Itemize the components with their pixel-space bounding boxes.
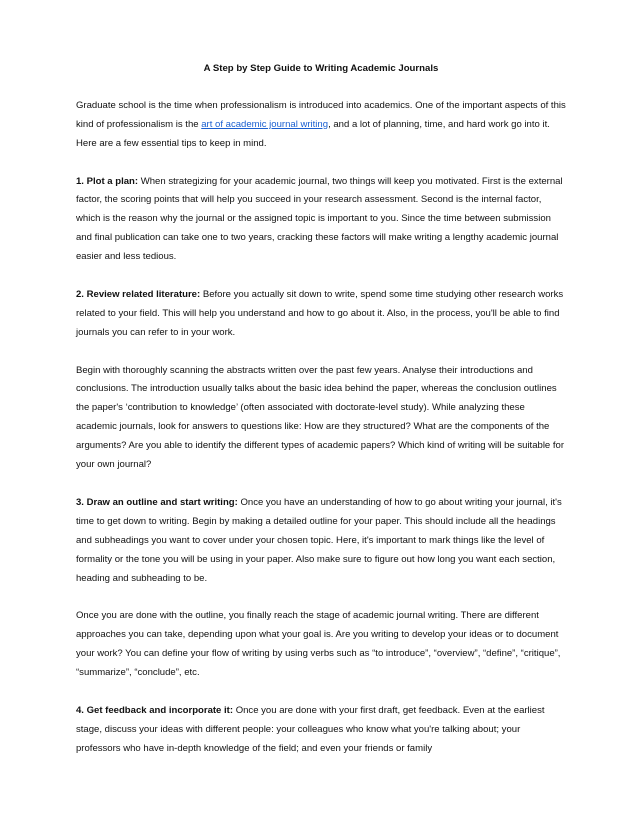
- tip-3-paragraph: [76, 494, 566, 589]
- tip-3-followup-paragraph: Once you are done with the outline, you finally reach the stage of academic journal writing. There are different approaches you can take, depending upon what your goal is. Are you writing to develop your ideas or to document your work? You can define your flow of writing by using verbs such as “to introduce”, “overview”, “define”, “critique”, “summarize”, “conclude”, etc.: [76, 610, 561, 679]
- tip-4-heading: 4. Get feedback and incorporate it:: [76, 704, 234, 716]
- tip-4-text: Once you are done with your first draft, get feedback. Even at the earliest stage, discuss your ideas with different people: your colleagues who know what you're talking about; your professors who have in-depth knowledge of the field; and even your friends or family: [76, 704, 545, 754]
- intro-text-after-link: , and a lot of planning, time, and hard work go into it. Here are a few essential tips to keep in mind.: [76, 118, 550, 149]
- tip-2-followup-paragraph: Begin with thoroughly scanning the abstracts written over the past few years. Analyse their introductions and conclusions. The introduction usually talks about the basic idea behind the paper, whereas the conclusion outlines the paper's ‘contribution to knowledge’ (often associated with doctorate-level study). While analyzing these academic journals, look for answers to questions like: How are they structured? What are the components of the arguments? Are you able to identify the different types of academic papers? Which kind of writing will be suitable for your own journal?: [76, 364, 565, 471]
- intro-paragraph: [76, 97, 566, 154]
- document-body: [76, 60, 566, 777]
- intro-text-before-link: Graduate school is the time when professionalism is introduced into academics. One of the important aspects of this kind of professionalism is the: [76, 99, 566, 130]
- tip-1-heading: 1. Plot a plan:: [76, 175, 139, 187]
- tip-3-text: Once you have an understanding of how to go about writing your journal, it's time to get down to writing. Begin by making a detailed outline for your paper. This should include all the headings and subheadings you want to cover under your chosen topic. Here, it's important to mark things like the level of formality or the tone you will be using in your paper. Also make sure to figure out how long you want each section, heading and subheading to be.: [76, 496, 562, 584]
- tip-3-heading: 3. Draw an outline and start writing:: [76, 496, 238, 508]
- tip-4-paragraph: [76, 702, 566, 759]
- academic-journal-writing-link[interactable]: art of academic journal writing: [201, 118, 329, 130]
- document-title: A Step by Step Guide to Writing Academic Journals: [203, 63, 439, 74]
- tip-1-text: When strategizing for your academic journal, two things will keep you motivated. First is the external factor, the scoring points that will help you succeed in your research assessment. Second is the internal factor, which is the reason why the journal or the assigned topic is important to you. Since the time between submission and final publication can take one to two years, cracking these factors will make writing a lengthy academic journal easier and less tedious.: [76, 175, 563, 263]
- tip-2-text: Before you actually sit down to write, spend some time studying other research works related to your field. This will help you understand and how to go about it. Also, in the process, you'll be able to find journals you can refer to in your work.: [76, 288, 564, 338]
- tip-2-paragraph: [76, 286, 566, 343]
- tip-2-heading: 2. Review related literature:: [76, 288, 201, 300]
- tip-1-paragraph: [76, 173, 566, 268]
